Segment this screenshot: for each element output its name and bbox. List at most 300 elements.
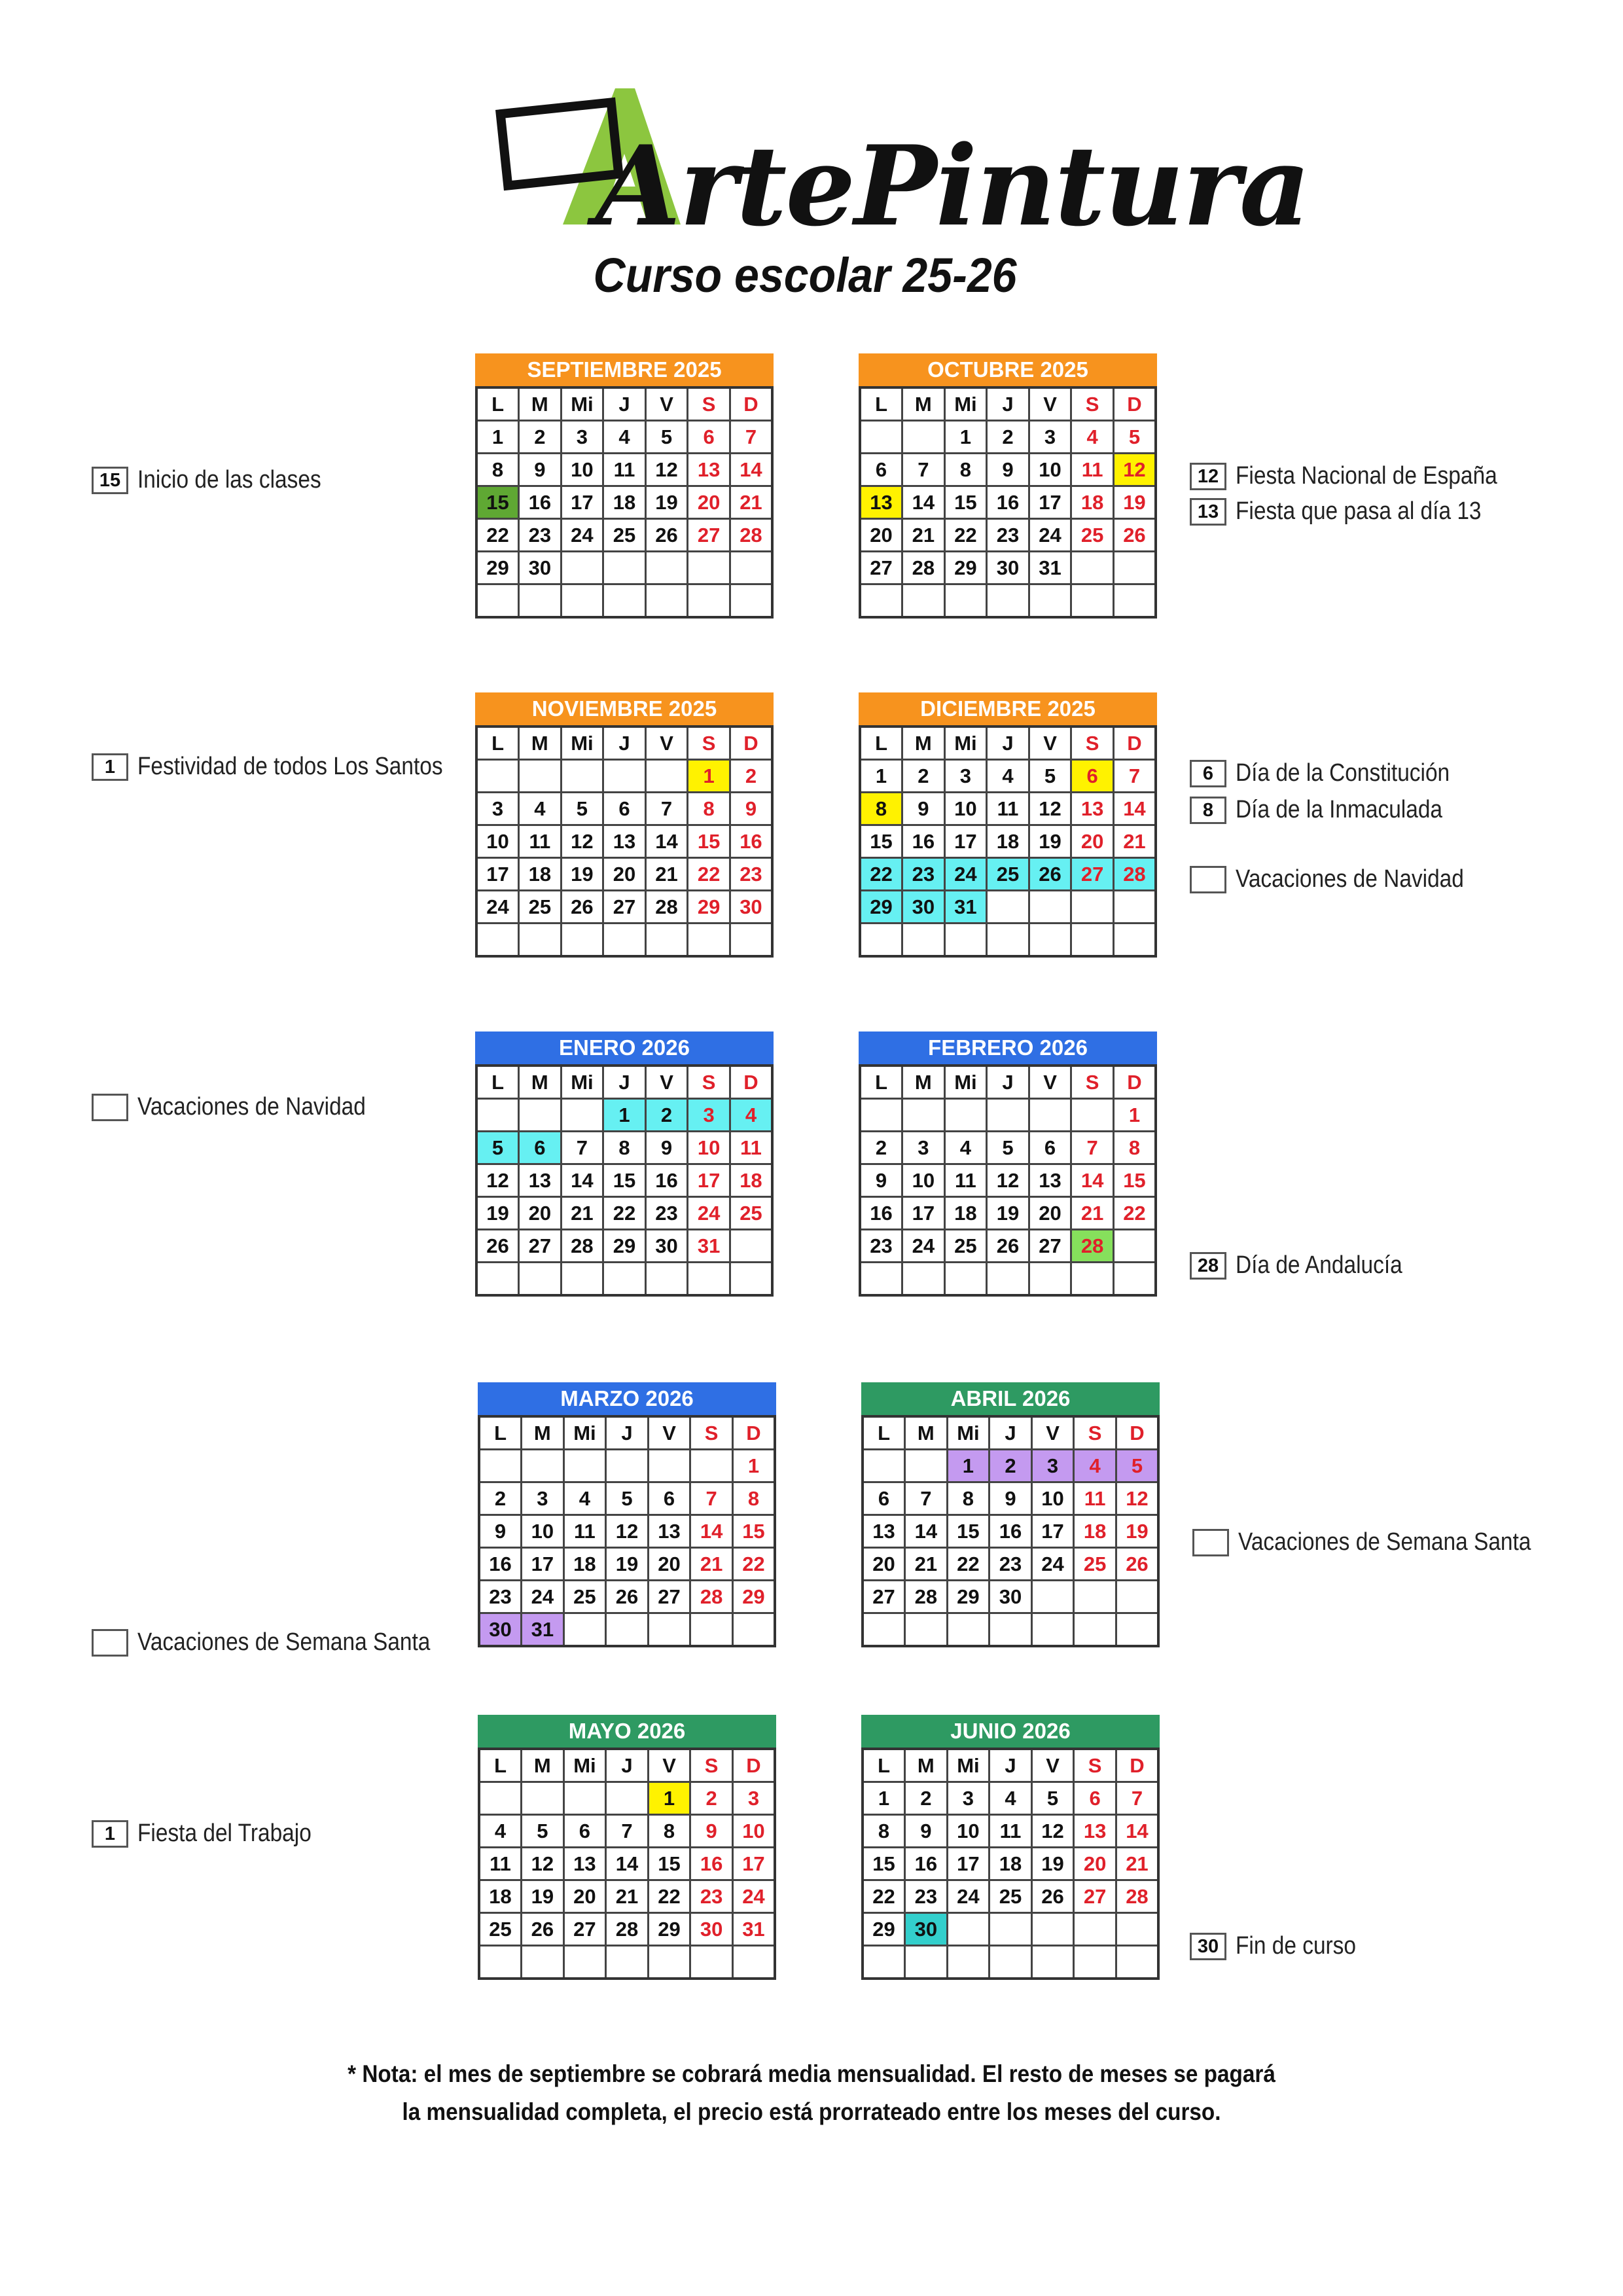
- empty-day-cell: [690, 1613, 733, 1647]
- day-cell: 9: [990, 1482, 1032, 1515]
- weekday-header: M: [519, 726, 562, 760]
- day-cell: 5: [645, 421, 688, 454]
- day-cell: 16: [690, 1848, 733, 1880]
- day-cell: 29: [860, 891, 902, 924]
- note-line-1: * Nota: el mes de septiembre se cobrará media mensualidad. El resto de meses se pagará: [348, 2060, 1275, 2087]
- legend-swatch: 15: [92, 467, 128, 494]
- day-cell: 3: [902, 1132, 945, 1164]
- day-cell: 30: [730, 891, 772, 924]
- empty-day-cell: [730, 1230, 772, 1263]
- day-cell: 25: [1071, 519, 1114, 552]
- day-cell: 10: [732, 1815, 775, 1848]
- day-cell: 10: [688, 1132, 730, 1164]
- day-cell: 18: [944, 1197, 987, 1230]
- weekday-header: M: [905, 1416, 948, 1450]
- legend-label: Vacaciones de Navidad: [137, 1093, 366, 1121]
- day-cell: 4: [479, 1815, 522, 1848]
- empty-day-cell: [1071, 891, 1114, 924]
- empty-day-cell: [1029, 584, 1071, 618]
- day-cell: 10: [947, 1815, 990, 1848]
- day-cell: 16: [905, 1848, 948, 1880]
- day-cell: 13: [563, 1848, 606, 1880]
- day-cell: 21: [905, 1548, 948, 1581]
- day-cell: 27: [603, 891, 646, 924]
- day-cell: 20: [563, 1880, 606, 1913]
- empty-day-cell: [688, 924, 730, 957]
- day-cell: 16: [990, 1515, 1032, 1548]
- day-cell: 24: [522, 1581, 564, 1613]
- day-cell: 6: [860, 454, 902, 486]
- day-cell: 15: [648, 1848, 690, 1880]
- day-cell: 15: [944, 486, 987, 519]
- legend-item: [1190, 462, 1533, 490]
- legend-item: [92, 466, 346, 494]
- empty-day-cell: [905, 1613, 948, 1647]
- empty-day-cell: [990, 1946, 1032, 1979]
- empty-day-cell: [1116, 1946, 1158, 1979]
- day-cell: 2: [905, 1782, 948, 1815]
- day-cell: 7: [606, 1815, 649, 1848]
- legend-item: [1192, 1528, 1571, 1556]
- weekday-header: V: [1029, 1066, 1071, 1099]
- day-cell: 14: [1116, 1815, 1158, 1848]
- weekday-header: M: [519, 1066, 562, 1099]
- day-cell: 19: [606, 1548, 649, 1581]
- empty-day-cell: [603, 584, 646, 618]
- day-cell: 21: [645, 858, 688, 891]
- day-cell: 22: [863, 1880, 905, 1913]
- weekday-header: L: [479, 1749, 522, 1782]
- weekday-header: M: [905, 1749, 948, 1782]
- empty-day-cell: [645, 584, 688, 618]
- day-cell: 20: [860, 519, 902, 552]
- empty-day-cell: [902, 1099, 945, 1132]
- day-cell: 3: [1031, 1450, 1074, 1482]
- day-cell: 14: [902, 486, 945, 519]
- empty-day-cell: [603, 760, 646, 793]
- legend-label: Vacaciones de Navidad: [1236, 865, 1464, 893]
- day-cell: 2: [902, 760, 945, 793]
- day-cell: 16: [645, 1164, 688, 1197]
- day-cell: 19: [1031, 1848, 1074, 1880]
- empty-day-cell: [563, 1782, 606, 1815]
- day-cell: 23: [519, 519, 562, 552]
- empty-day-cell: [860, 421, 902, 454]
- day-cell: 30: [902, 891, 945, 924]
- day-cell: 7: [1116, 1782, 1158, 1815]
- empty-day-cell: [648, 1946, 690, 1979]
- day-cell: 25: [987, 858, 1029, 891]
- day-cell: 5: [606, 1482, 649, 1515]
- day-cell: 23: [730, 858, 772, 891]
- day-cell: 17: [902, 1197, 945, 1230]
- empty-day-cell: [905, 1450, 948, 1482]
- day-cell: 17: [944, 825, 987, 858]
- day-cell: 2: [479, 1482, 522, 1515]
- day-cell: 10: [476, 825, 519, 858]
- weekday-header: Mi: [944, 1066, 987, 1099]
- day-cell: 29: [476, 552, 519, 584]
- legend-label: Inicio de las clases: [137, 466, 321, 493]
- legend-swatch: [92, 1629, 128, 1657]
- day-cell: 25: [479, 1913, 522, 1946]
- empty-day-cell: [1031, 1913, 1074, 1946]
- day-cell: 12: [606, 1515, 649, 1548]
- day-cell: 27: [519, 1230, 562, 1263]
- day-cell: 3: [522, 1482, 564, 1515]
- page-subtitle: Curso escolar 25-26: [593, 248, 1017, 302]
- day-cell: 18: [990, 1848, 1032, 1880]
- day-cell: 4: [603, 421, 646, 454]
- day-cell: 7: [1113, 760, 1156, 793]
- weekday-header: J: [606, 1416, 649, 1450]
- day-cell: 10: [902, 1164, 945, 1197]
- day-cell: 17: [522, 1548, 564, 1581]
- weekday-header: M: [902, 1066, 945, 1099]
- empty-day-cell: [1116, 1613, 1158, 1647]
- legend-swatch: 1: [92, 1820, 128, 1848]
- weekday-header: L: [476, 726, 519, 760]
- empty-day-cell: [1031, 1946, 1074, 1979]
- month-calendar: [859, 692, 1157, 958]
- day-cell: 12: [561, 825, 603, 858]
- empty-day-cell: [1031, 1581, 1074, 1613]
- weekday-header: Mi: [561, 387, 603, 421]
- day-cell: 18: [987, 825, 1029, 858]
- weekday-header: S: [688, 387, 730, 421]
- day-cell: 23: [690, 1880, 733, 1913]
- weekday-header: S: [688, 726, 730, 760]
- day-cell: 27: [688, 519, 730, 552]
- day-cell: 17: [476, 858, 519, 891]
- day-cell: 11: [563, 1515, 606, 1548]
- legend-swatch: 8: [1190, 797, 1226, 824]
- weekday-header: Mi: [944, 726, 987, 760]
- day-cell: 8: [944, 454, 987, 486]
- empty-day-cell: [987, 1099, 1029, 1132]
- empty-day-cell: [519, 924, 562, 957]
- empty-day-cell: [902, 1263, 945, 1296]
- day-cell: 16: [479, 1548, 522, 1581]
- day-cell: 1: [944, 421, 987, 454]
- day-cell: 19: [1029, 825, 1071, 858]
- weekday-header: Mi: [944, 387, 987, 421]
- day-cell: 15: [860, 825, 902, 858]
- legend-label: Fiesta que pasa al día 13: [1236, 497, 1482, 525]
- day-cell: 11: [990, 1815, 1032, 1848]
- day-cell: 20: [1029, 1197, 1071, 1230]
- empty-day-cell: [1029, 1263, 1071, 1296]
- day-cell: 10: [944, 793, 987, 825]
- weekday-header: S: [688, 1066, 730, 1099]
- empty-day-cell: [987, 1263, 1029, 1296]
- empty-day-cell: [860, 924, 902, 957]
- day-cell: 5: [1029, 760, 1071, 793]
- weekday-header: L: [863, 1416, 905, 1450]
- empty-day-cell: [1029, 924, 1071, 957]
- day-cell: 15: [688, 825, 730, 858]
- day-cell: 6: [688, 421, 730, 454]
- day-cell: 3: [561, 421, 603, 454]
- empty-day-cell: [947, 1613, 990, 1647]
- day-cell: 29: [648, 1913, 690, 1946]
- weekday-header: J: [603, 726, 646, 760]
- day-cell: 15: [1113, 1164, 1156, 1197]
- day-cell: 14: [645, 825, 688, 858]
- empty-day-cell: [1029, 1099, 1071, 1132]
- weekday-header: J: [603, 387, 646, 421]
- empty-day-cell: [561, 924, 603, 957]
- weekday-header: J: [990, 1749, 1032, 1782]
- day-cell: 13: [1071, 793, 1114, 825]
- day-cell: 21: [1113, 825, 1156, 858]
- legend-swatch: [92, 1094, 128, 1121]
- day-cell: 14: [905, 1515, 948, 1548]
- empty-day-cell: [990, 1613, 1032, 1647]
- weekday-header: S: [690, 1416, 733, 1450]
- day-cell: 1: [1113, 1099, 1156, 1132]
- weekday-header: J: [603, 1066, 646, 1099]
- empty-day-cell: [476, 1263, 519, 1296]
- weekday-header: Mi: [563, 1749, 606, 1782]
- legend-swatch: 13: [1190, 498, 1226, 526]
- day-cell: 8: [1113, 1132, 1156, 1164]
- day-cell: 17: [688, 1164, 730, 1197]
- day-cell: 10: [1031, 1482, 1074, 1515]
- day-cell: 2: [987, 421, 1029, 454]
- empty-day-cell: [688, 552, 730, 584]
- weekday-header: D: [730, 1066, 772, 1099]
- empty-day-cell: [606, 1450, 649, 1482]
- day-cell: 28: [690, 1581, 733, 1613]
- day-cell: 7: [905, 1482, 948, 1515]
- day-cell: 27: [863, 1581, 905, 1613]
- day-cell: 22: [688, 858, 730, 891]
- month-calendar: [861, 1715, 1160, 1980]
- day-cell: 21: [730, 486, 772, 519]
- day-cell: 6: [863, 1482, 905, 1515]
- empty-day-cell: [1074, 1913, 1116, 1946]
- day-cell: 26: [645, 519, 688, 552]
- legend-swatch: 6: [1190, 760, 1226, 787]
- legend-item: [92, 1093, 397, 1121]
- weekday-header: J: [606, 1749, 649, 1782]
- day-cell: 9: [730, 793, 772, 825]
- day-cell: 11: [987, 793, 1029, 825]
- weekday-header: L: [860, 726, 902, 760]
- day-cell: 3: [947, 1782, 990, 1815]
- day-cell: 23: [645, 1197, 688, 1230]
- empty-day-cell: [561, 760, 603, 793]
- empty-day-cell: [1071, 552, 1114, 584]
- day-cell: 19: [645, 486, 688, 519]
- day-cell: 1: [860, 760, 902, 793]
- empty-day-cell: [944, 924, 987, 957]
- weekday-header: S: [690, 1749, 733, 1782]
- month-calendar: [478, 1382, 776, 1647]
- weekday-header: J: [987, 1066, 1029, 1099]
- day-cell: 6: [1029, 1132, 1071, 1164]
- day-cell: 4: [1074, 1450, 1116, 1482]
- empty-day-cell: [1029, 891, 1071, 924]
- empty-day-cell: [1113, 1230, 1156, 1263]
- day-cell: 22: [1113, 1197, 1156, 1230]
- day-cell: 16: [987, 486, 1029, 519]
- day-cell: 15: [863, 1848, 905, 1880]
- day-cell: 15: [732, 1515, 775, 1548]
- empty-day-cell: [563, 1946, 606, 1979]
- empty-day-cell: [561, 552, 603, 584]
- day-cell: 12: [1116, 1482, 1158, 1515]
- day-cell: 26: [606, 1581, 649, 1613]
- day-cell: 26: [476, 1230, 519, 1263]
- day-cell: 31: [944, 891, 987, 924]
- day-cell: 28: [730, 519, 772, 552]
- legend-item: [1190, 759, 1479, 787]
- empty-day-cell: [860, 1099, 902, 1132]
- weekday-header: M: [522, 1416, 564, 1450]
- day-cell: 17: [1031, 1515, 1074, 1548]
- day-cell: 6: [563, 1815, 606, 1848]
- day-cell: 28: [905, 1581, 948, 1613]
- empty-day-cell: [732, 1613, 775, 1647]
- day-cell: 29: [863, 1913, 905, 1946]
- day-cell: 4: [987, 760, 1029, 793]
- day-cell: 22: [648, 1880, 690, 1913]
- day-cell: 14: [730, 454, 772, 486]
- day-cell: 5: [1116, 1450, 1158, 1482]
- day-cell: 28: [1113, 858, 1156, 891]
- day-cell: 24: [947, 1880, 990, 1913]
- day-cell: 31: [522, 1613, 564, 1647]
- day-cell: 12: [987, 1164, 1029, 1197]
- day-cell: 1: [476, 421, 519, 454]
- day-cell: 24: [902, 1230, 945, 1263]
- day-cell: 28: [1116, 1880, 1158, 1913]
- day-cell: 1: [947, 1450, 990, 1482]
- day-cell: 17: [1029, 486, 1071, 519]
- empty-day-cell: [730, 584, 772, 618]
- day-cell: 12: [1029, 793, 1071, 825]
- day-cell: 1: [732, 1450, 775, 1482]
- empty-day-cell: [860, 584, 902, 618]
- empty-day-cell: [476, 1099, 519, 1132]
- empty-day-cell: [1116, 1913, 1158, 1946]
- day-cell: 28: [606, 1913, 649, 1946]
- empty-day-cell: [987, 584, 1029, 618]
- month-title: ABRIL 2026: [861, 1382, 1160, 1415]
- day-cell: 26: [522, 1913, 564, 1946]
- day-cell: 29: [947, 1581, 990, 1613]
- day-cell: 20: [519, 1197, 562, 1230]
- day-cell: 10: [522, 1515, 564, 1548]
- day-cell: 27: [1071, 858, 1114, 891]
- legend-item: [1190, 865, 1495, 893]
- legend-label: Día de la Constitución: [1236, 759, 1450, 787]
- day-cell: 15: [947, 1515, 990, 1548]
- day-cell: 20: [863, 1548, 905, 1581]
- empty-day-cell: [690, 1946, 733, 1979]
- day-cell: 28: [1071, 1230, 1114, 1263]
- day-cell: 6: [1071, 760, 1114, 793]
- day-cell: 8: [688, 793, 730, 825]
- weekday-header: L: [860, 1066, 902, 1099]
- legend-label: Fiesta Nacional de España: [1236, 462, 1497, 490]
- day-cell: 5: [476, 1132, 519, 1164]
- day-cell: 11: [603, 454, 646, 486]
- day-cell: 23: [987, 519, 1029, 552]
- weekday-header: L: [476, 1066, 519, 1099]
- day-cell: 14: [1113, 793, 1156, 825]
- month-calendar: [859, 1031, 1157, 1297]
- month-title: JUNIO 2026: [861, 1715, 1160, 1748]
- day-cell: 12: [522, 1848, 564, 1880]
- day-cell: 25: [563, 1581, 606, 1613]
- day-cell: 10: [1029, 454, 1071, 486]
- day-cell: 30: [690, 1913, 733, 1946]
- day-cell: 3: [944, 760, 987, 793]
- day-cell: 9: [690, 1815, 733, 1848]
- day-cell: 21: [561, 1197, 603, 1230]
- day-cell: 25: [990, 1880, 1032, 1913]
- day-cell: 30: [519, 552, 562, 584]
- day-cell: 25: [944, 1230, 987, 1263]
- empty-day-cell: [1071, 1099, 1114, 1132]
- empty-day-cell: [479, 1450, 522, 1482]
- day-cell: 17: [732, 1848, 775, 1880]
- empty-day-cell: [688, 1263, 730, 1296]
- weekday-header: V: [648, 1416, 690, 1450]
- empty-day-cell: [519, 1263, 562, 1296]
- empty-day-cell: [1074, 1613, 1116, 1647]
- day-cell: 20: [688, 486, 730, 519]
- weekday-header: S: [1071, 1066, 1114, 1099]
- day-cell: 21: [902, 519, 945, 552]
- legend-label: Vacaciones de Semana Santa: [1238, 1528, 1531, 1556]
- weekday-header: V: [648, 1749, 690, 1782]
- day-cell: 19: [522, 1880, 564, 1913]
- day-cell: 24: [1029, 519, 1071, 552]
- empty-day-cell: [522, 1450, 564, 1482]
- day-cell: 20: [1074, 1848, 1116, 1880]
- day-cell: 13: [863, 1515, 905, 1548]
- day-cell: 6: [603, 793, 646, 825]
- empty-day-cell: [688, 584, 730, 618]
- day-cell: 4: [563, 1482, 606, 1515]
- legend-swatch: [1190, 866, 1226, 893]
- day-cell: 7: [561, 1132, 603, 1164]
- day-cell: 23: [990, 1548, 1032, 1581]
- empty-day-cell: [947, 1913, 990, 1946]
- weekday-header: D: [1116, 1416, 1158, 1450]
- day-cell: 22: [476, 519, 519, 552]
- day-cell: 18: [603, 486, 646, 519]
- legend-item: [1190, 1932, 1372, 1960]
- weekday-header: Mi: [563, 1416, 606, 1450]
- day-cell: 21: [690, 1548, 733, 1581]
- day-cell: 9: [902, 793, 945, 825]
- empty-day-cell: [563, 1450, 606, 1482]
- weekday-header: J: [987, 726, 1029, 760]
- day-cell: 15: [476, 486, 519, 519]
- weekday-header: J: [987, 387, 1029, 421]
- empty-day-cell: [863, 1946, 905, 1979]
- day-cell: 22: [603, 1197, 646, 1230]
- day-cell: 22: [947, 1548, 990, 1581]
- empty-day-cell: [519, 1099, 562, 1132]
- empty-day-cell: [648, 1613, 690, 1647]
- weekday-header: D: [732, 1749, 775, 1782]
